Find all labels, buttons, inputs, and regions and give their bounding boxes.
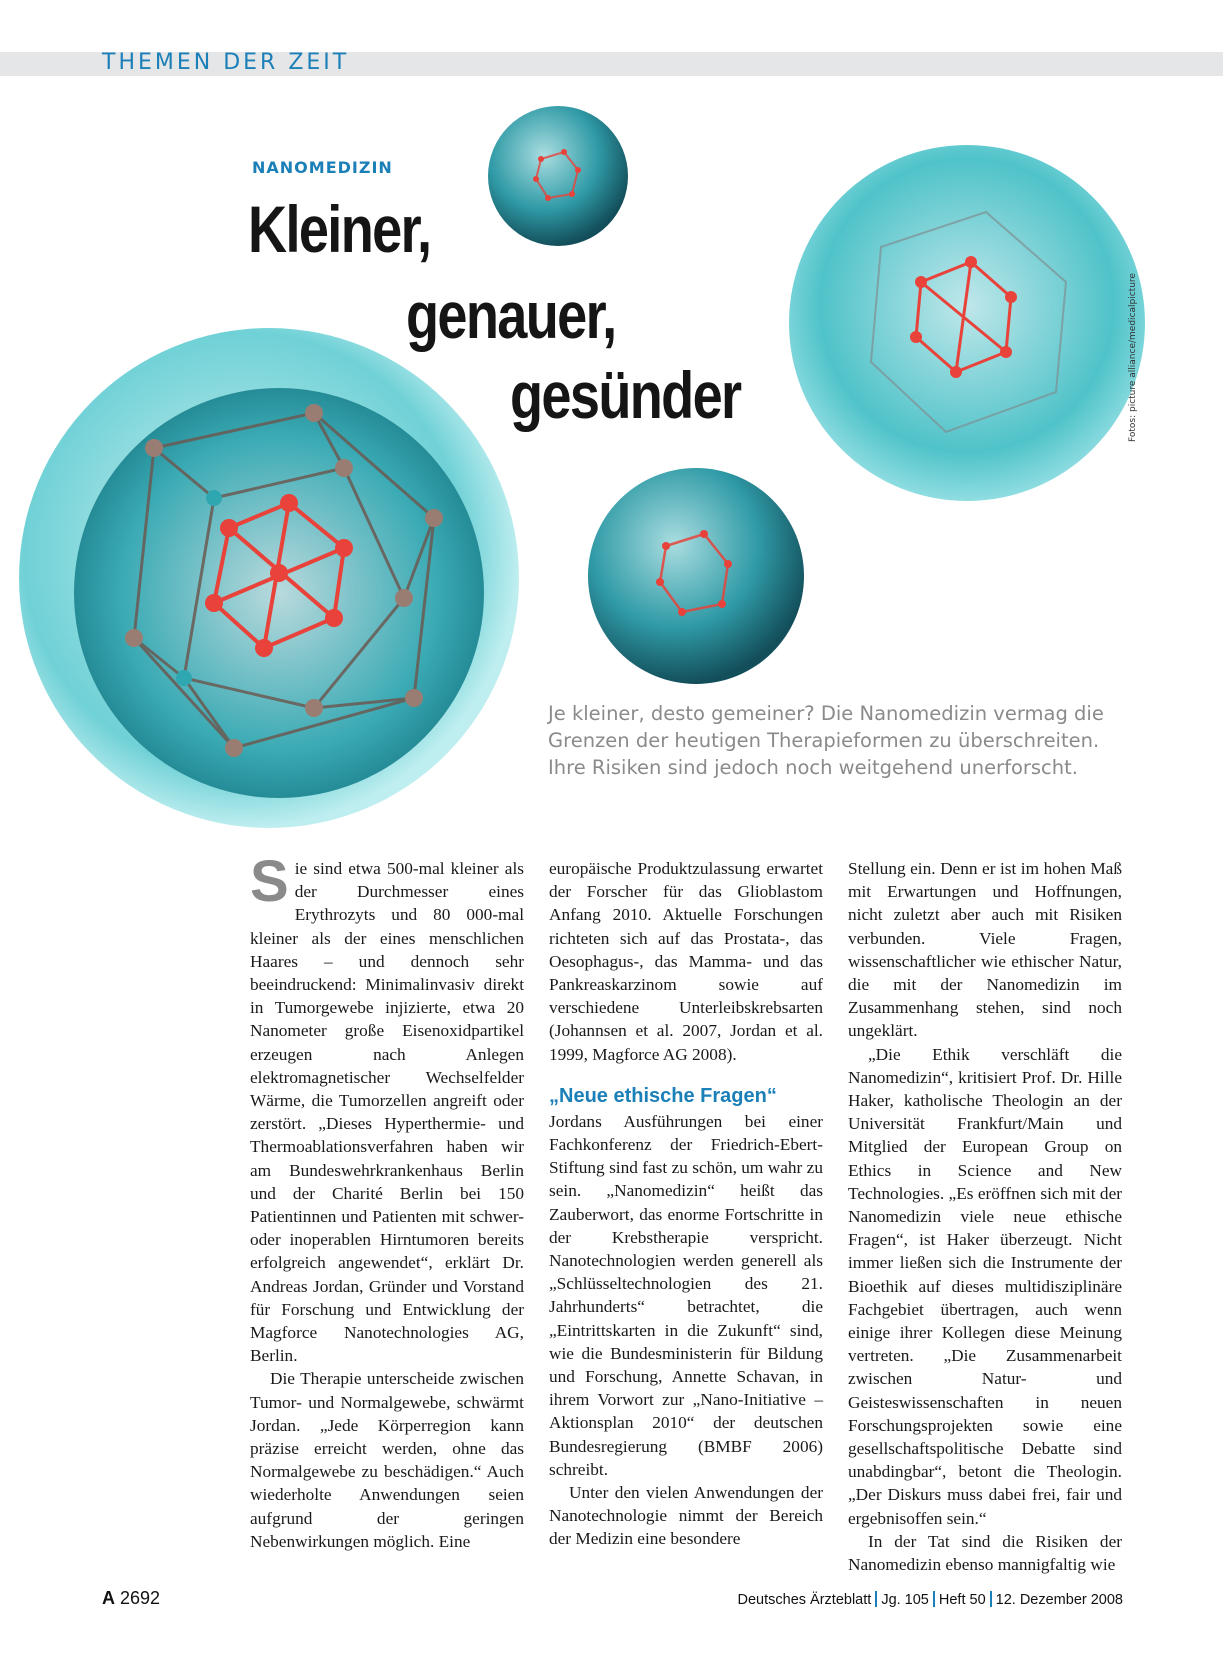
paragraph: Die Therapie unterscheide zwischen Tumor- und Normalgewebe, schwärmt Jordan. „Jede Körperregion kann präzise erreicht werden, ohne das Normalgewebe zu beschädigen.“ Auch wiederholte Anwendungen seien aufgrund der geringen Nebenwirkungen möglich. Eine	[250, 1369, 524, 1551]
separator	[990, 1591, 992, 1607]
large-nanoparticle-illustration	[14, 318, 534, 838]
paragraph: europäische Produktzulassung erwartet der Forscher für das Glioblastom Anfang 2010. Aktuelle Forschungen richteten sich auf das Prostata-, das Oesophagus-, das Mamma- und das Pankreaskarzinom sowie auf verschiedene Unterleibskrebsarten (Johannsen et al. 2007, Jordan et al. 1999, Magforce AG 2008).	[549, 859, 823, 1064]
photo-credit: Fotos: picture alliance/medicalpicture	[1128, 273, 1138, 442]
paragraph: ie sind etwa 500-mal kleiner als der Durchmesser eines Erythrozyts und 80 000-mal kleiner als der eines menschlichen Haares – und dennoch sehr beeindruckend: Minimalinvasiv direkt in Tumorgewebe injizierte, etwa 20 Nanometer große Eisenoxidpartikel erzeugen nach Anlegen elektromagnetischer Wechselfelder Wärme, die Tumorzellen angreift oder zerstört. „Dieses Hyperthermie- und Thermoablationsverfahren haben wir am Bundeswehrkrankenhaus Berlin und der Charité Berlin bei 150 Patientinnen und Patienten mit schwer- oder inoperablen Hirntumoren bereits erfolgreich angewendet“, erklärt Dr. Andreas Jordan, Gründer und Vorstand für Forschung und Entwicklung der Magforce Nanotechnologies AG, Berlin.	[250, 859, 524, 1366]
headline-line-3: gesünder	[510, 358, 741, 432]
paragraph: In der Tat sind die Risiken der Nanomedizin ebenso mannigfaltig wie	[848, 1531, 1122, 1575]
headline-line-2: genauer,	[406, 278, 616, 352]
publication-name: Deutsches Ärzteblatt	[737, 1592, 872, 1608]
body-column-3	[848, 857, 1122, 1576]
separator	[933, 1591, 935, 1607]
section-label: THEMEN DER ZEIT	[102, 50, 350, 75]
paragraph: Jordans Ausführungen bei einer Fachkonferenz der Friedrich-Ebert-Stiftung sind fast zu schön, um wahr zu sein. „Nanomedizin“ heißt das Zauberwort, das enorme Fortschritte in der Krebstherapie verspricht. Nanotechnologien werden generell als „Schlüsseltechnologien des 21. Jahrhunderts“ betrachtet, die „Eintrittskarten in die Zukunft“ sind, wie die Bundesministerin für Bildung und Forschung, Annette Schavan, in ihrem Vorwort zur „Nano-Initiative – Aktionsplan 2010“ der deutschen Bundesregierung (BMBF 2006) schreibt.	[549, 1111, 823, 1479]
paragraph: „Die Ethik verschläft die Nanomedizin“, kritisiert Prof. Dr. Hille Haker, katholische Theologin an der Universität Frankfurt/Main und Mitglied der European Group on Ethics in Science and New Technologies. „Es eröffnen sich mit der Nanomedizin viele neue ethische Fragen“, ist Haker überzeugt. Nicht immer ließen sich die Instrumente der Bioethik auf dieses multidisziplinäre Fachgebiet übertragen, auch wenn einige ihrer Kollegen diese Meinung vertreten. „Die Zusammenarbeit zwischen Natur- und Geisteswissenschaften in neuen Forschungsprojekten sowie eine gesellschaftspolitische Debatte sind unabdingbar“, betont die Theologin. „Der Diskurs muss dabei frei, fair und ergebnisoffen sein.“	[848, 1044, 1122, 1528]
right-nanoparticle-illustration	[786, 142, 1148, 504]
page-number: A 2692	[102, 1588, 161, 1608]
subheading: „Neue ethische Fragen“	[549, 1084, 777, 1107]
article-lead: Je kleiner, desto gemeiner? Die Nanomedizin vermag die Grenzen der heutigen Therapieformen zu überschreiten. Ihre Risiken sind jedoch noch weitgehend unerforscht.	[548, 702, 1104, 779]
headline-line-1: Kleiner,	[248, 192, 431, 266]
publication-info	[738, 1591, 1123, 1608]
article-kicker: NANOMEDIZIN	[252, 158, 393, 177]
small-nanoparticle-illustration	[486, 104, 630, 248]
volume: Jg. 105	[881, 1592, 929, 1608]
body-column-2	[549, 857, 823, 1551]
paragraph: Unter den vielen Anwendungen der Nanotechnologie nimmt der Bereich der Medizin eine besondere	[549, 1483, 823, 1549]
body-column-1	[250, 849, 524, 1553]
dropcap: S	[250, 849, 289, 914]
middle-nanoparticle-illustration	[586, 466, 806, 686]
separator	[875, 1591, 877, 1607]
issue: Heft 50	[938, 1592, 986, 1608]
issue-date: 12. Dezember 2008	[995, 1592, 1123, 1608]
paragraph: Stellung ein. Denn er ist im hohen Maß mit Erwartungen und Hoffnungen, nicht zuletzt aber auch mit Risiken verbunden. Viele Fragen, wissenschaftlicher wie ethischer Natur, die mit der Nanomedizin im Zusammenhang stehen, sind noch ungeklärt.	[848, 859, 1122, 1041]
